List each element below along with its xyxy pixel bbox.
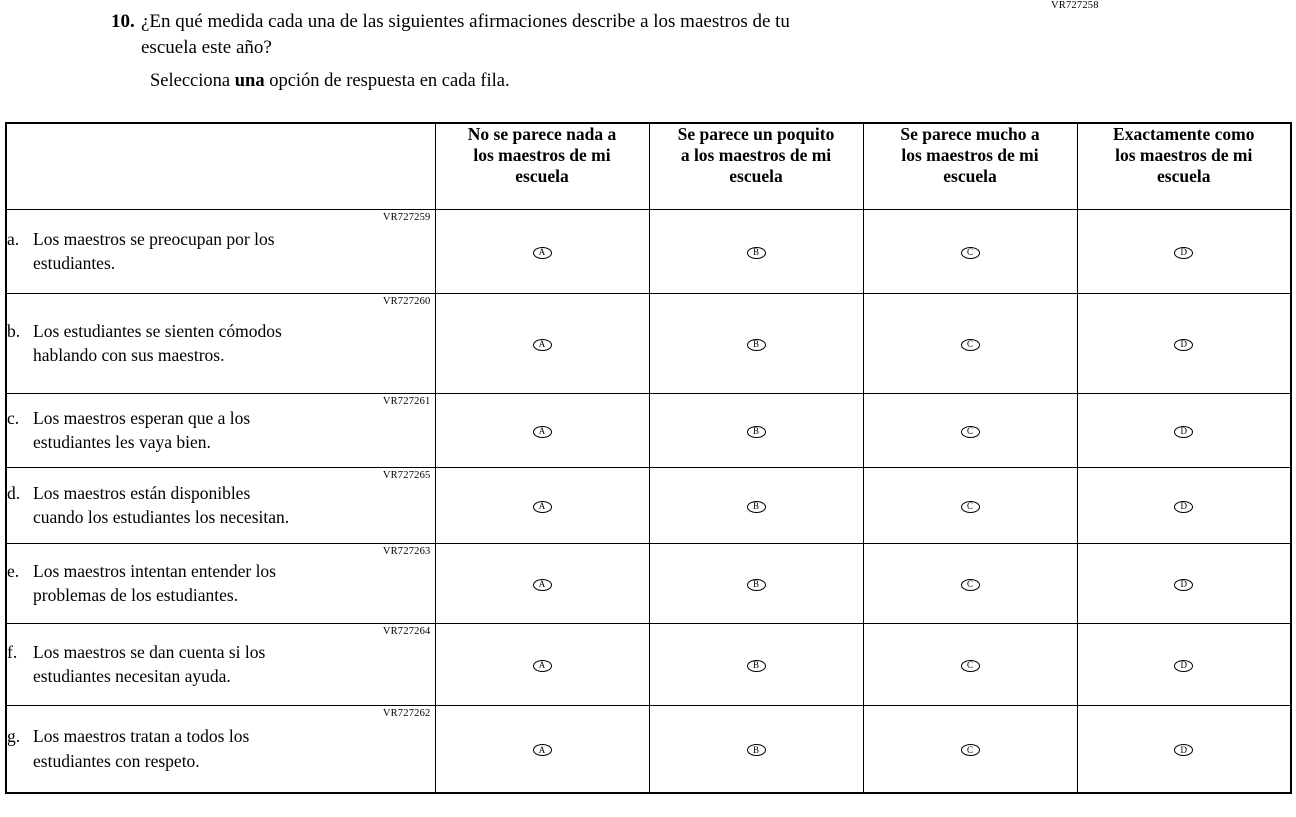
row-letter: d. (7, 482, 21, 503)
statement-cell (6, 467, 435, 543)
question-block (111, 9, 790, 61)
statement-cell (6, 705, 435, 793)
question-line: escuela este año? (141, 37, 272, 58)
option-cell (863, 209, 1077, 293)
option-cell (1077, 393, 1291, 467)
table-row (6, 705, 1291, 793)
statement-cell (6, 293, 435, 393)
option-bubble-b[interactable]: B (747, 426, 766, 438)
option-cell (863, 467, 1077, 543)
option-cell (435, 705, 649, 793)
option-bubble-d[interactable]: D (1174, 579, 1193, 591)
option-bubble-a[interactable]: A (533, 744, 552, 756)
option-cell (649, 209, 863, 293)
column-header: No se parece nada a los maestros de mi escuela (435, 123, 649, 209)
row-statement: Los estudiantes se sienten cómodos hablando con sus maestros. (33, 320, 282, 365)
option-bubble-b[interactable]: B (747, 501, 766, 513)
option-bubble-d[interactable]: D (1174, 426, 1193, 438)
option-bubble-a[interactable]: A (533, 247, 552, 259)
option-bubble-d[interactable]: D (1174, 339, 1193, 351)
row-letter: f. (7, 641, 18, 662)
option-bubble-b[interactable]: B (747, 744, 766, 756)
row-statement: Los maestros intentan entender los problemas de los estudiantes. (33, 560, 276, 605)
row-statement: Los maestros se dan cuenta si los estudiantes necesitan ayuda. (33, 641, 266, 686)
option-cell (649, 623, 863, 705)
option-cell (1077, 467, 1291, 543)
option-cell (863, 543, 1077, 623)
option-bubble-d[interactable]: D (1174, 744, 1193, 756)
row-code: VR727259 (382, 211, 431, 223)
option-cell (863, 393, 1077, 467)
option-cell (435, 467, 649, 543)
row-letter: b. (7, 320, 21, 341)
form-code: VR727258 (1051, 0, 1099, 11)
option-cell (1077, 623, 1291, 705)
option-cell (1077, 209, 1291, 293)
row-code: VR727263 (382, 545, 431, 557)
statement-cell (6, 393, 435, 467)
option-cell (1077, 293, 1291, 393)
option-bubble-a[interactable]: A (533, 579, 552, 591)
row-code: VR727260 (382, 295, 431, 307)
statement-cell (6, 209, 435, 293)
row-letter: c. (7, 407, 20, 428)
table-row (6, 393, 1291, 467)
option-bubble-c[interactable]: C (961, 339, 980, 351)
option-bubble-b[interactable]: B (747, 660, 766, 672)
row-letter: a. (7, 228, 20, 249)
option-bubble-c[interactable]: C (961, 247, 980, 259)
option-bubble-b[interactable]: B (747, 247, 766, 259)
option-bubble-a[interactable]: A (533, 660, 552, 672)
option-bubble-a[interactable]: A (533, 501, 552, 513)
row-statement: Los maestros tratan a todos los estudiantes con respeto. (33, 726, 250, 771)
option-bubble-a[interactable]: A (533, 339, 552, 351)
table-row (6, 623, 1291, 705)
instruction-emphasis: una (234, 71, 265, 91)
option-bubble-c[interactable]: C (961, 660, 980, 672)
question-line: ¿En qué medida cada una de las siguientes afirmaciones describe a los maestros de tu (141, 11, 790, 32)
option-bubble-c[interactable]: C (961, 744, 980, 756)
column-header: Se parece mucho a los maestros de mi escuela (863, 123, 1077, 209)
row-letter: e. (7, 560, 20, 581)
option-bubble-b[interactable]: B (747, 579, 766, 591)
column-header: Exactamente como los maestros de mi escuela (1077, 123, 1291, 209)
option-cell (863, 293, 1077, 393)
option-cell (649, 543, 863, 623)
option-cell (863, 623, 1077, 705)
question-text (141, 9, 790, 61)
option-bubble-c[interactable]: C (961, 426, 980, 438)
row-statement: Los maestros esperan que a los estudiantes les vaya bien. (33, 407, 251, 452)
option-cell (863, 705, 1077, 793)
option-cell (435, 623, 649, 705)
statement-cell (6, 543, 435, 623)
option-cell (435, 209, 649, 293)
option-cell (435, 393, 649, 467)
question-number: 10. (111, 11, 135, 32)
option-cell (649, 293, 863, 393)
column-header: Se parece un poquito a los maestros de mi escuela (649, 123, 863, 209)
option-bubble-a[interactable]: A (533, 426, 552, 438)
instruction-text (150, 71, 510, 92)
statement-cell (6, 623, 435, 705)
table-row (6, 467, 1291, 543)
option-cell (1077, 543, 1291, 623)
table-row (6, 209, 1291, 293)
instruction-prefix: Selecciona (150, 71, 235, 91)
option-cell (435, 543, 649, 623)
response-grid (5, 122, 1292, 794)
option-bubble-d[interactable]: D (1174, 660, 1193, 672)
option-cell (1077, 705, 1291, 793)
row-code: VR727262 (382, 707, 431, 719)
row-code: VR727261 (382, 395, 431, 407)
row-code: VR727265 (382, 469, 431, 481)
row-letter: g. (7, 726, 21, 747)
option-cell (649, 393, 863, 467)
option-bubble-c[interactable]: C (961, 579, 980, 591)
table-row (6, 543, 1291, 623)
option-bubble-c[interactable]: C (961, 501, 980, 513)
header-row (6, 123, 1291, 209)
option-cell (649, 705, 863, 793)
option-cell (435, 293, 649, 393)
option-cell (649, 467, 863, 543)
row-statement: Los maestros se preocupan por los estudiantes. (33, 228, 275, 273)
option-bubble-b[interactable]: B (747, 339, 766, 351)
header-stub-cell (6, 123, 435, 209)
table-row (6, 293, 1291, 393)
option-bubble-d[interactable]: D (1174, 501, 1193, 513)
instruction-suffix: opción de respuesta en cada fila. (264, 71, 510, 91)
row-code: VR727264 (382, 625, 431, 637)
row-statement: Los maestros están disponibles cuando los estudiantes los necesitan. (33, 482, 290, 527)
option-bubble-d[interactable]: D (1174, 247, 1193, 259)
